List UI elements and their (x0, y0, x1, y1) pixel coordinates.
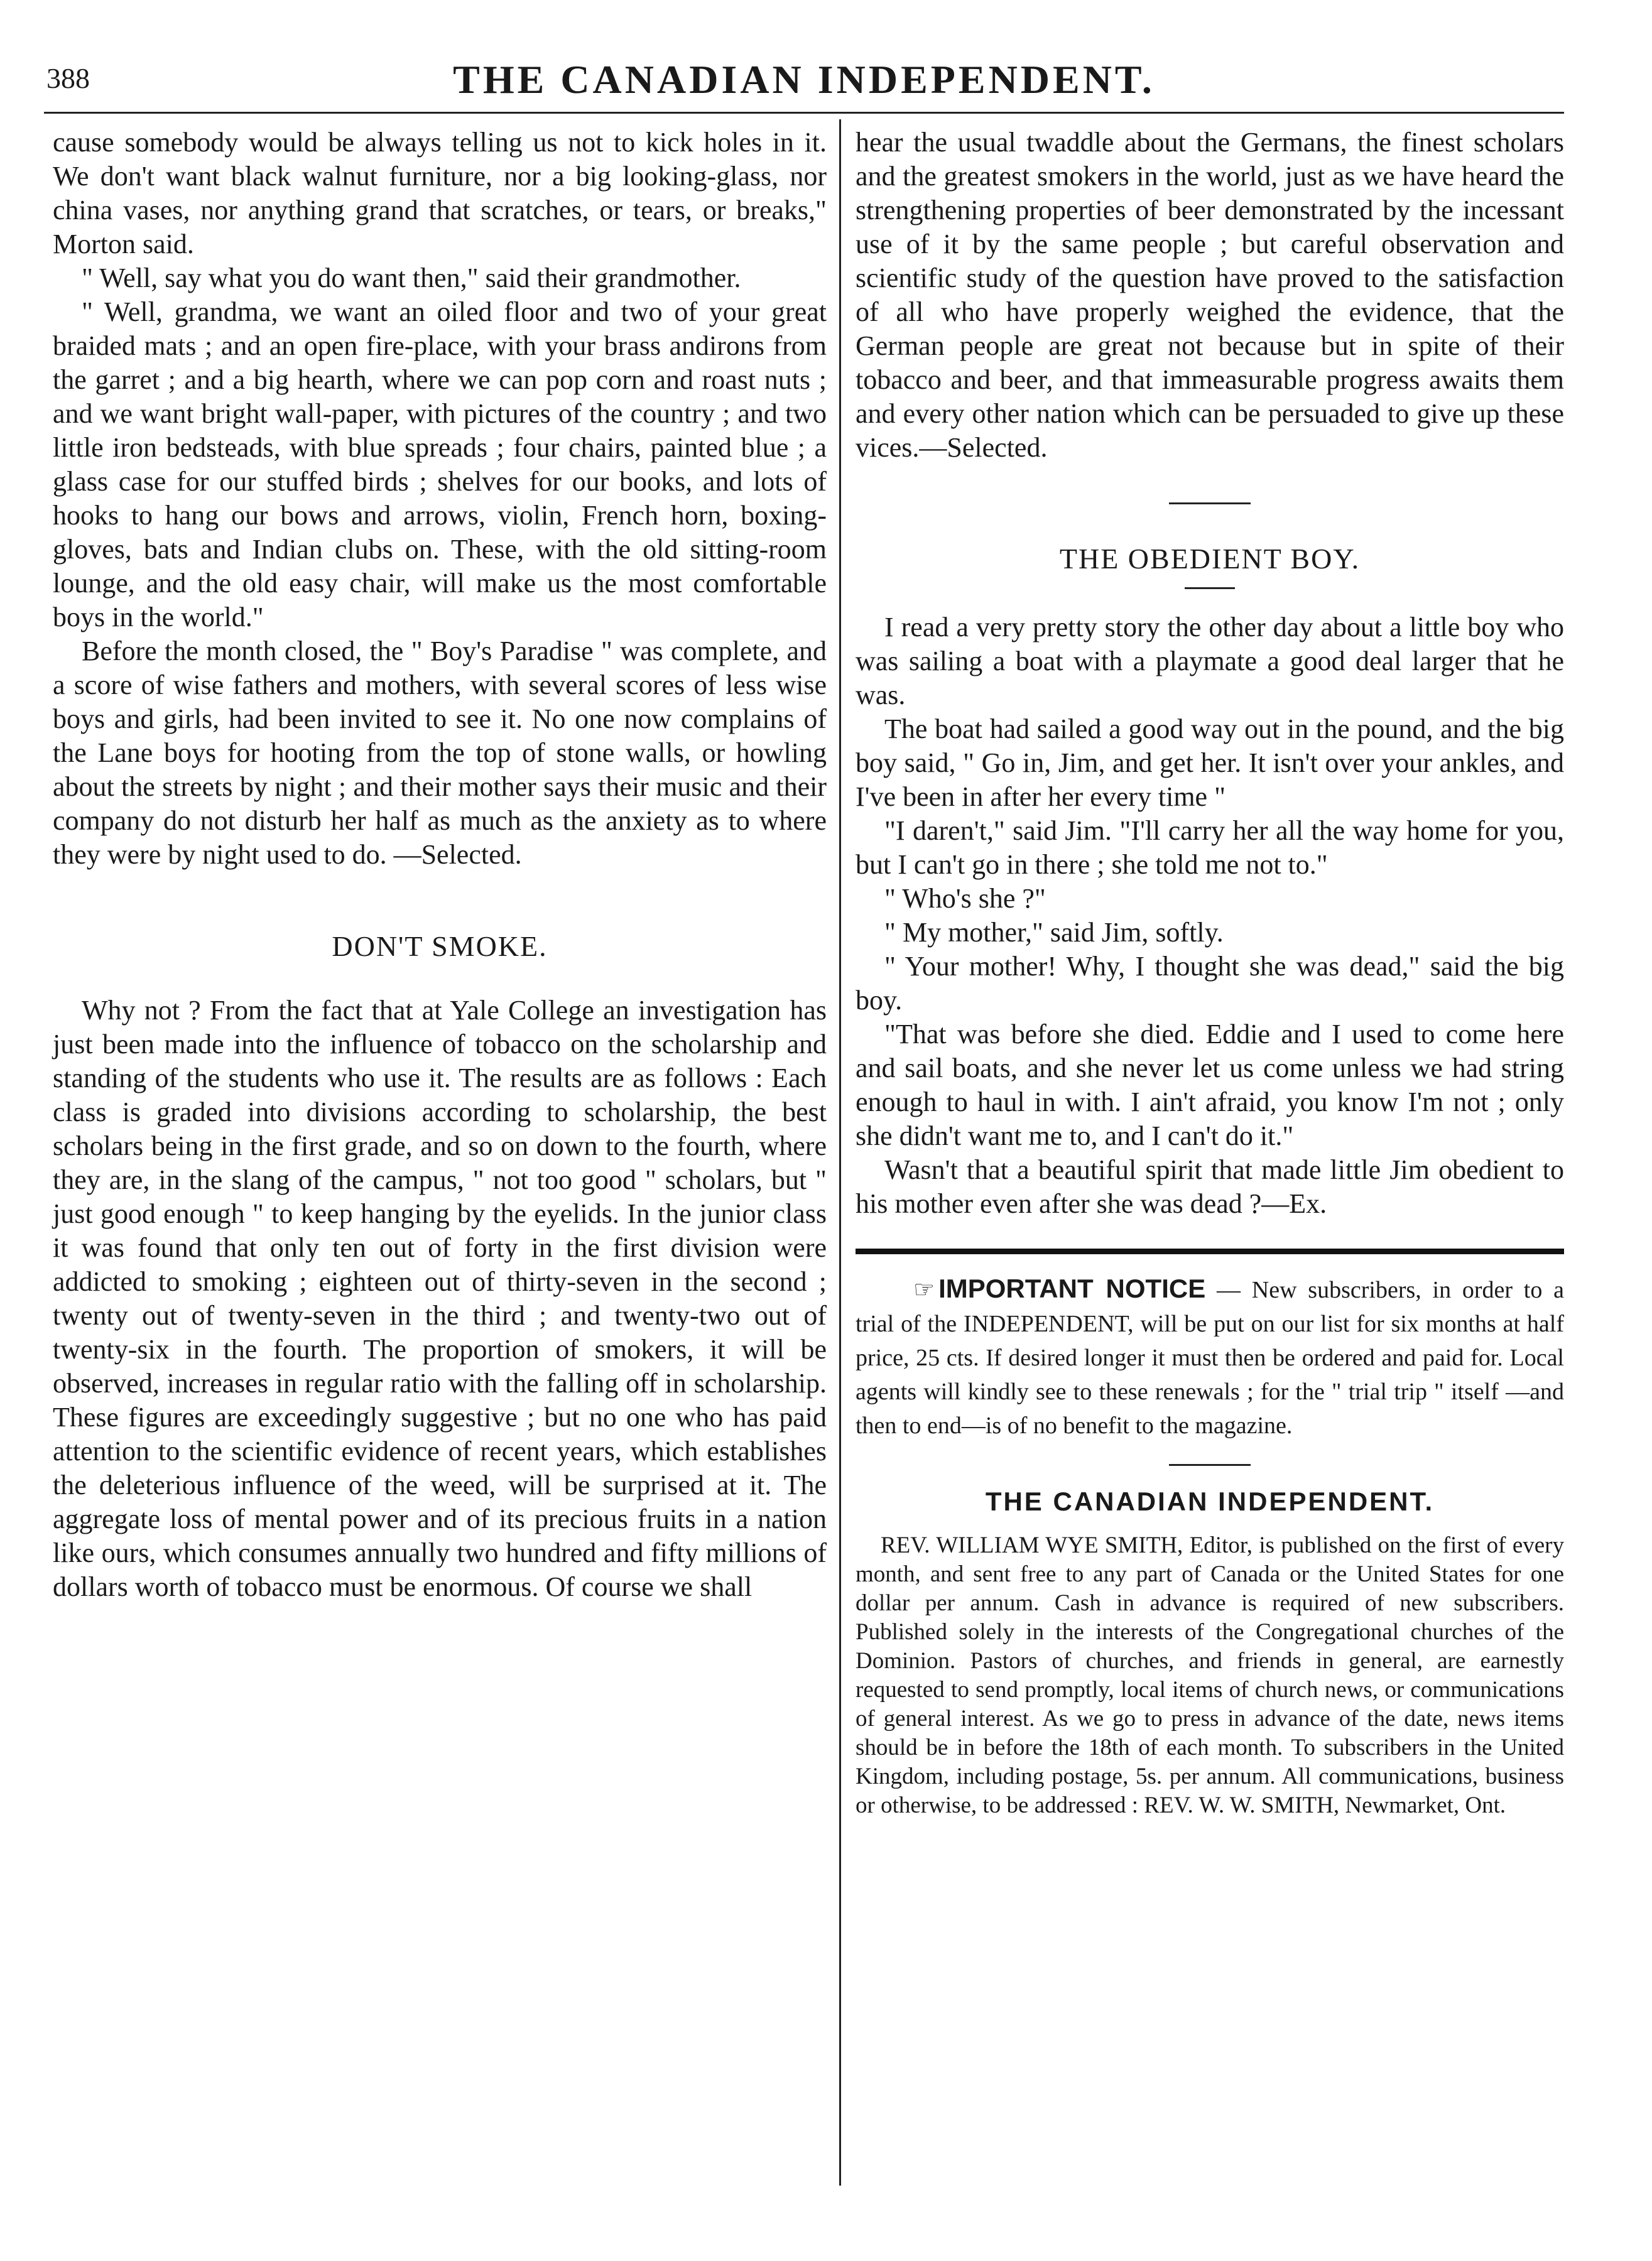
header-rule (44, 112, 1564, 114)
page-header (44, 50, 1564, 107)
article-heading-obedient-boy: THE OBEDIENT BOY. (1059, 543, 1361, 575)
heading-rule (1185, 587, 1235, 589)
masthead-title: THE CANADIAN INDEPENDENT. (453, 57, 1155, 102)
paragraph: "That was before she died. Eddie and I used to come here and sail boats, and she never let us come unless we had string enough to haul in with. I ain't afraid, you know I'm not ; only she didn't want me to, and I can't do it." (856, 1019, 1564, 1151)
paragraph: " My mother," said Jim, softly. (884, 917, 1224, 948)
article-heading-dont-smoke: DON'T SMOKE. (332, 930, 548, 962)
paragraph: cause somebody would be always telling us not to kick holes in it. We don't want black walnut furniture, nor a big looking-glass, nor china vases, nor anything grand that scratches, or tears, or breaks," Morton said. (53, 127, 827, 259)
paragraph: I read a very pretty story the other day about a little boy who was sailing a boat with a playmate a good deal larger that he was. (856, 612, 1564, 710)
section-rule (1169, 502, 1251, 504)
magazine-info: REV. WILLIAM WYE SMITH, Editor, is published on the first of every month, and sent free to any part of Canada or the United States for one dollar per annum. Cash in advance is required of new subscribers. Published solely in the interests of the Congregational churches of the Dominion. Pastors of churches, and friends in general, are earnestly requested to send promptly, local items of church news, or communications of general interest. As we go to press in advance of the date, news items should be in before the 18th of each month. To subscribers in the United Kingdom, including postage, 5s. per annum. All communications, business or otherwise, to be addressed : REV. W. W. SMITH, Newmarket, Ont. (856, 1532, 1564, 1818)
paragraph: Why not ? From the fact that at Yale College an investigation has just been made into the influence of tobacco on the scholarship and standing of the students who use it. The results are as follows : Each class is graded into divisions according to scholarship, the best scholars being in the first grade, and so on down to the fourth, where they are, in the slang of the campus, " not too good " scholars, but " just good enough " to keep hanging by the eyelids. In the junior class it was found that only ten out of forty in the first division were addicted to smoking ; eighteen out of thirty-seven in the second ; twenty out of twenty-seven in the third ; and twenty-two out of twenty-six in the fourth. The proportion of smokers, it will be observed, increases in regular ratio with the falling off in scholarship. These figures are exceedingly suggestive ; but no one who has paid attention to the scientific evidence of recent years, which establishes the deleterious influence of the weed, will be surprised at it. The aggregate loss of mental power and of its precious fruits in a nation like ours, which consumes annually two hundred and fifty millions of dollars worth of tobacco must be enormous. Of course we shall (53, 995, 827, 1602)
section-rule (1169, 1464, 1251, 1466)
left-column (53, 126, 827, 1604)
paragraph: "I daren't," said Jim. "I'll carry her all the way home for you, but I can't go in there ; she told me not to." (856, 815, 1564, 880)
magazine-title: THE CANADIAN INDEPENDENT. (985, 1487, 1435, 1516)
notice-rule (856, 1249, 1564, 1254)
notice-title: IMPORTANT NOTICE (938, 1274, 1206, 1303)
paragraph: hear the usual twaddle about the Germans, the finest scholars and the greatest smokers in the world, just as we have heard the strengthening properties of beer demonstrated by the incessant use of it by the same people ; but careful observation and scientific study of the question have proved to the satisfaction of all who have properly weighed the evidence, that the German people are great not because but in spite of their tobacco and beer, and that immeasurable progress awaits them and every other nation which can be persuaded to give up these vices.—Selected. (856, 127, 1564, 463)
important-notice (856, 1272, 1564, 1443)
page-number: 388 (46, 62, 90, 94)
paragraph: The boat had sailed a good way out in the pound, and the big boy said, " Go in, Jim, and get her. It isn't over your ankles, and I've been in after her every time " (856, 713, 1564, 812)
column-divider (839, 119, 841, 2186)
paragraph: " Your mother! Why, I thought she was dead," said the big boy. (856, 951, 1564, 1016)
paragraph: Before the month closed, the " Boy's Paradise " was complete, and a score of wise fathers and mothers, with several scores of less wise boys and girls, had been invited to see it. No one now complains of the Lane boys for hooting from the top of stone walls, or howling about the streets by night ; and their mother says their music and their company do not disturb her half as much as the anxiety as to where they were by night used to do. —Selected. (53, 636, 827, 870)
notice-body: — New subscribers, in order to a trial of the INDEPENDENT, will be put on our list for six months at half price, 25 cts. If desired longer it must then be ordered and paid for. Local agents will kindly see to these renewals ; for the " trial trip " itself —and then to end—is of no benefit to the magazine. (856, 1277, 1564, 1439)
pointing-hand-icon: ☞ (913, 1277, 935, 1303)
paragraph: Wasn't that a beautiful spirit that made little Jim obedient to his mother even after she was dead ?—Ex. (856, 1154, 1564, 1219)
paragraph: " Who's she ?" (884, 883, 1046, 914)
paragraph: " Well, grandma, we want an oiled floor and two of your great braided mats ; and an open fire-place, with your brass andirons from the garret ; and a big hearth, where we can pop corn and roast nuts ; and we want bright wall-paper, with pictures of the country ; and two little iron bedsteads, with blue spreads ; four chairs, painted blue ; a glass case for our stuffed birds ; shelves for our books, and lots of hooks to hang our bows and arrows, violin, French horn, boxing-gloves, bats and Indian clubs on. These, with the old sitting-room lounge, and the old easy chair, will make us the most comfortable boys in the world." (53, 296, 827, 632)
paragraph: " Well, say what you do want then," said their grandmother. (82, 263, 741, 293)
right-column (856, 126, 1564, 1820)
